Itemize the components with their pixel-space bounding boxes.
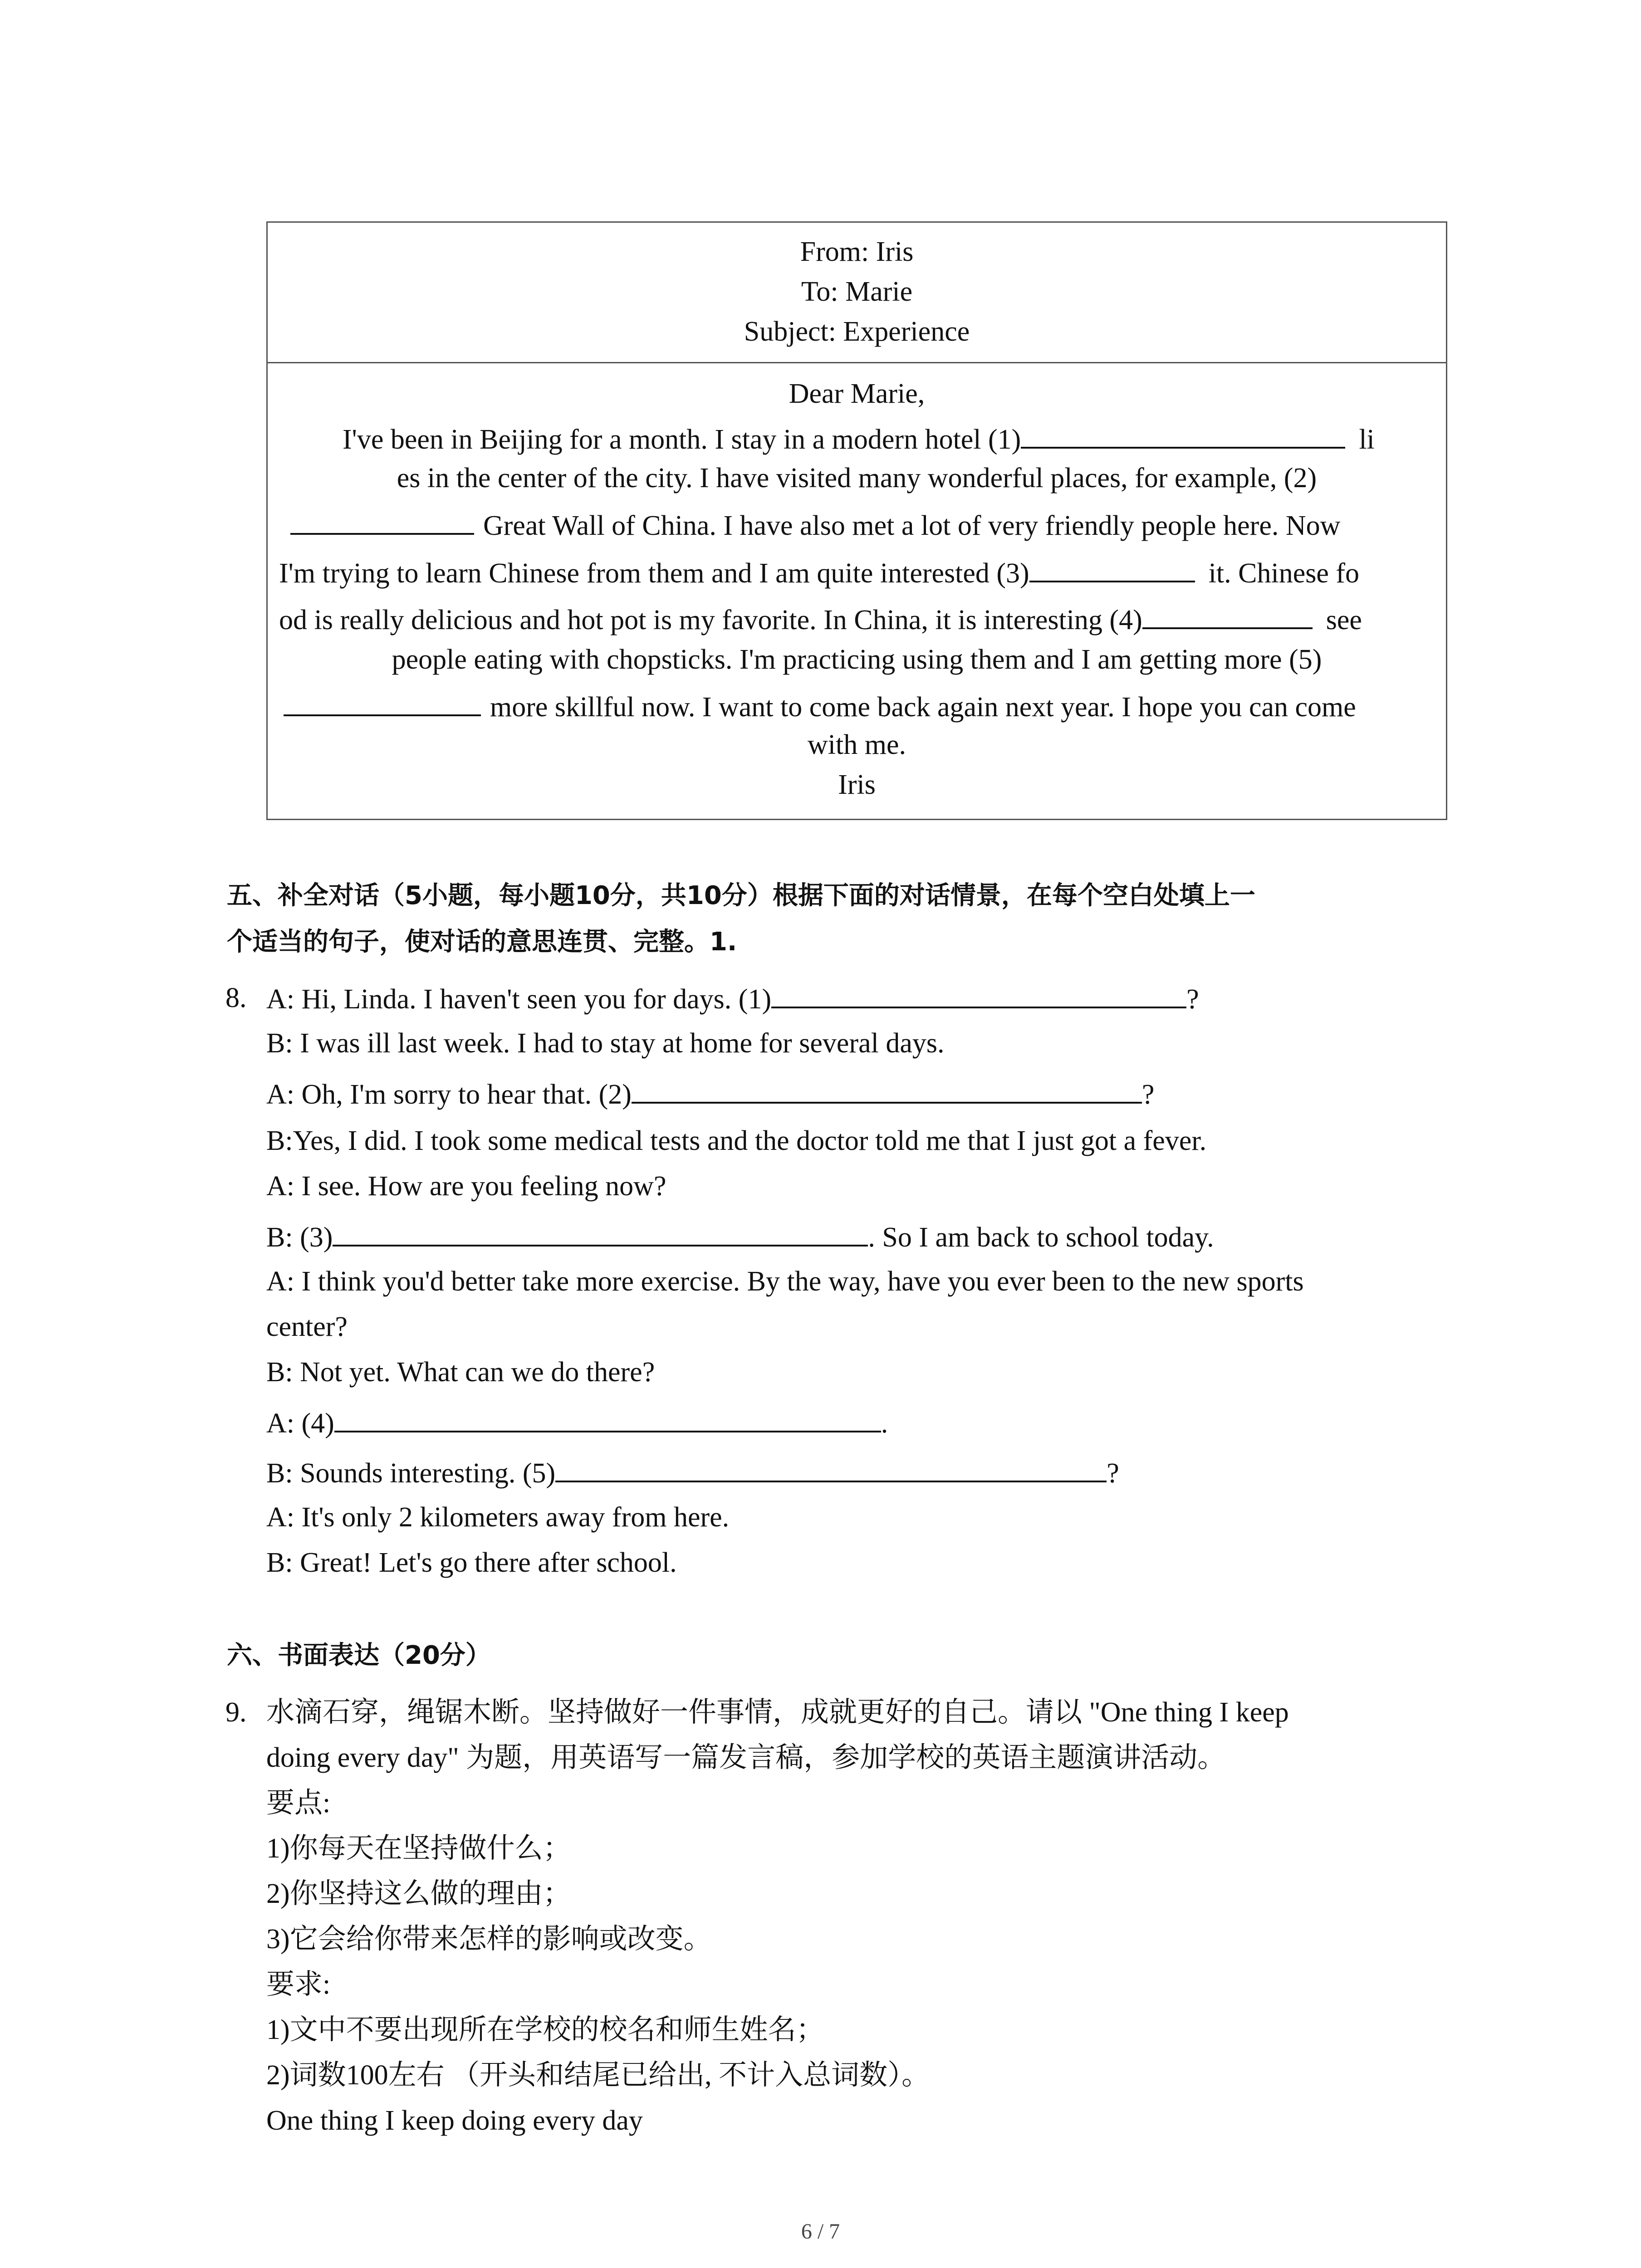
email-line-1: [343, 418, 1432, 459]
email-text: li: [1359, 424, 1375, 455]
section-6-title: 六、书面表达（20分）: [227, 1641, 491, 1670]
email-line-8: with me.: [808, 729, 906, 760]
dialogue-text: .: [881, 1408, 888, 1439]
email-text: Great Wall of China. I have also met a lot of very friendly people here. Now: [483, 510, 1341, 541]
dialogue-line-6: [266, 1216, 1214, 1258]
answer-blank-3[interactable]: [1029, 552, 1195, 582]
writing-line-1: 水滴石穿，绳锯木断。坚持做好一件事情，成就更好的自己。请以 "One thing I keep: [266, 1697, 1289, 1728]
dialogue-text: A: (4): [266, 1408, 334, 1439]
dialogue-text: ?: [1186, 984, 1199, 1015]
email-text: I'm trying to learn Chinese from them and I am quite interested (3): [279, 558, 1029, 589]
dialogue-line-5: A: I see. How are you feeling now?: [266, 1171, 666, 1202]
email-signature: Iris: [838, 769, 876, 800]
dialogue-blank-1[interactable]: [771, 978, 1186, 1008]
email-text: I've been in Beijing for a month. I stay in a modern hotel (1): [343, 424, 1021, 455]
email-line-7: [284, 685, 1432, 726]
section-5-title-line-2: 个适当的句子，使对话的意思连贯、完整。1.: [227, 927, 737, 957]
question-number-8: 8.: [225, 982, 247, 1013]
email-text: it. Chinese fo: [1208, 558, 1360, 589]
section-5-title-line-1: 五、补全对话（5小题，每小题10分，共10分）根据下面的对话情景，在每个空白处填上一: [227, 881, 1255, 910]
dialogue-line-12: A: It's only 2 kilometers away from here.: [266, 1502, 730, 1533]
dialogue-text: A: Hi, Linda. I haven't seen you for days. (1): [266, 984, 772, 1015]
dialogue-blank-5[interactable]: [555, 1452, 1107, 1482]
dialogue-text: A: Oh, I'm sorry to hear that. (2): [266, 1079, 632, 1110]
email-from: From: Iris: [800, 236, 914, 267]
dialogue-line-9: B: Not yet. What can we do there?: [266, 1357, 655, 1388]
email-line-6: people eating with chopsticks. I'm practicing using them and I am getting more (5): [392, 644, 1322, 675]
email-text: od is really delicious and hot pot is my favorite. In China, it is interesting (4): [279, 605, 1142, 635]
email-to: To: Marie: [801, 276, 913, 307]
answer-blank-1[interactable]: [1021, 418, 1345, 449]
email-line-3: [290, 504, 1432, 545]
email-line-2: es in the center of the city. I have visited many wonderful places, for example, (2): [397, 463, 1317, 494]
dialogue-line-11: [266, 1452, 1119, 1494]
dialogue-blank-3[interactable]: [333, 1216, 868, 1246]
email-subject: Subject: Experience: [744, 316, 970, 347]
dialogue-text: ?: [1141, 1079, 1155, 1110]
dialogue-text: B: (3): [266, 1222, 333, 1253]
writing-line-8: 1)文中不要出现所在学校的校名和师生姓名；: [266, 2014, 824, 2045]
writing-line-2: doing every day" 为题，用英语写一篇发言稿，参加学校的英语主题演讲活动。: [266, 1742, 1226, 1773]
email-text: see: [1326, 605, 1362, 635]
dialogue-line-4: B:Yes, I did. I took some medical tests and the doctor told me that I just got a fever.: [266, 1125, 1207, 1156]
dialogue-line-3: [266, 1073, 1154, 1115]
dialogue-line-10: [266, 1402, 888, 1444]
email-line-4: [279, 552, 1435, 592]
dialogue-line-1: [266, 978, 1199, 1020]
writing-line-10: One thing I keep doing every day: [266, 2105, 643, 2136]
answer-blank-4[interactable]: [1142, 598, 1313, 629]
dialogue-line-13: B: Great! Let's go there after school.: [266, 1547, 677, 1578]
email-box: [266, 221, 1447, 820]
dialogue-line-7: A: I think you'd better take more exercise. By the way, have you ever been to the new sports: [266, 1266, 1304, 1297]
writing-line-5: 2)你坚持这么做的理由；: [266, 1878, 571, 1909]
dialogue-blank-2[interactable]: [632, 1073, 1142, 1104]
dialogue-text: . So I am back to school today.: [868, 1222, 1214, 1253]
email-text: more skillful now. I want to come back again next year. I hope you can come: [490, 692, 1356, 723]
writing-line-4: 1)你每天在坚持做什么；: [266, 1833, 571, 1864]
writing-line-9: 2)词数100左右 （开头和结尾已给出, 不计入总词数）。: [266, 2060, 930, 2091]
writing-line-7: 要求:: [266, 1969, 331, 2000]
answer-blank-5[interactable]: [284, 685, 481, 716]
writing-line-3: 要点:: [266, 1788, 331, 1818]
email-line-5: [279, 598, 1435, 639]
dialogue-line-8: center?: [266, 1311, 348, 1342]
email-header: [268, 223, 1446, 363]
writing-line-6: 3)它会给你带来怎样的影响或改变。: [266, 1924, 712, 1955]
email-body: [268, 363, 1446, 819]
answer-blank-2[interactable]: [290, 504, 474, 535]
dialogue-text: B: Sounds interesting. (5): [266, 1458, 556, 1489]
question-number-9: 9.: [225, 1697, 247, 1728]
page-number: 6 / 7: [801, 2219, 840, 2244]
dialogue-text: ?: [1107, 1458, 1119, 1489]
email-greeting: Dear Marie,: [789, 378, 925, 409]
dialogue-blank-4[interactable]: [334, 1402, 881, 1432]
dialogue-line-2: B: I was ill last week. I had to stay at home for several days.: [266, 1028, 945, 1059]
